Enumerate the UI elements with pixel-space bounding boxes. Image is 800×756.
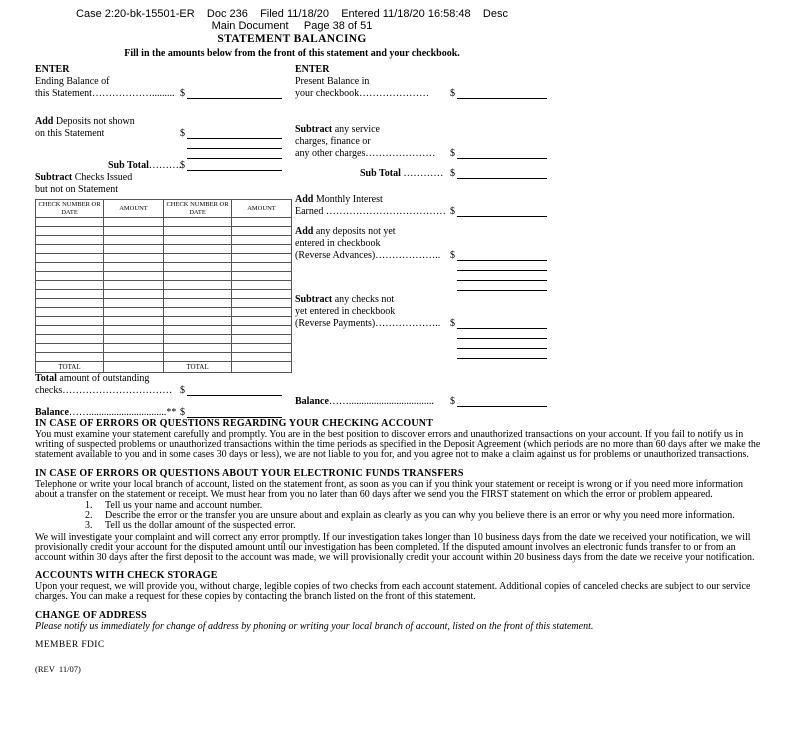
dollar-sign: $ bbox=[450, 396, 455, 407]
check-table-cell bbox=[36, 317, 104, 326]
left-subtotal-line bbox=[35, 160, 297, 172]
blank-amount-line bbox=[457, 148, 547, 159]
check-table-cell bbox=[104, 299, 164, 308]
check-table-cell bbox=[232, 353, 292, 362]
add-deposits-label-1: Add Deposits not shown bbox=[35, 116, 135, 127]
right-column bbox=[295, 64, 567, 408]
ending-balance-line bbox=[35, 88, 297, 100]
section-eft-errors bbox=[35, 468, 765, 564]
blank-amount-line bbox=[457, 350, 547, 359]
check-table-cell bbox=[36, 254, 104, 263]
section-body: We will investigate your complaint and will correct any error promptly. If our investigation takes longer than 10 business days from the date we received your notification, we will provisionally credit your account for the disputed amount until our investigation has been completed. If the disputed amount involves an electronic funds transfer to or from an account within 30 days after the first deposit to the account was made, we will provisionally credit your account within 20 business days from the date we receive your notification. bbox=[35, 531, 755, 564]
dollar-sign: $ bbox=[180, 385, 185, 396]
check-table-cell bbox=[232, 245, 292, 254]
check-table-cell bbox=[36, 227, 104, 236]
section-heading: CHANGE OF ADDRESS bbox=[35, 609, 147, 621]
check-table-header: CHECK NUMBER OR DATE bbox=[164, 200, 232, 218]
deposit-extra-blank-line bbox=[35, 140, 297, 150]
blank-amount-line bbox=[187, 407, 282, 418]
check-table-row bbox=[36, 335, 292, 344]
outstanding-checks-table bbox=[35, 199, 292, 373]
check-table-row bbox=[36, 299, 292, 308]
left-subtotal-amount-field bbox=[180, 160, 282, 172]
section-heading: IN CASE OF ERRORS OR QUESTIONS ABOUT YOUR ELECTRONIC FUNDS TRANSFERS bbox=[35, 467, 464, 479]
section-change-of-address bbox=[35, 610, 765, 632]
check-table-row bbox=[36, 245, 292, 254]
blank-amount-line bbox=[187, 150, 282, 159]
left-subtotal-label: Sub Total………. bbox=[108, 160, 182, 171]
check-table-cell bbox=[232, 308, 292, 317]
check-table-row bbox=[36, 344, 292, 353]
dollar-sign: $ bbox=[450, 148, 455, 159]
blank-amount-line bbox=[187, 128, 282, 139]
blank-amount-line bbox=[457, 282, 547, 291]
check-table-cell bbox=[36, 290, 104, 299]
list-item: 2. Describe the error or the transfer you are unsure about and explain as clearly as you can why you believe there is an error or why you need more information. bbox=[85, 510, 735, 522]
blank-amount-line bbox=[457, 330, 547, 339]
subtract-unentered-checks-label-2: yet entered in checkbook bbox=[295, 306, 396, 317]
check-table-cell bbox=[104, 218, 164, 227]
check-table-cell bbox=[232, 344, 292, 353]
blank-amount-line bbox=[457, 88, 547, 99]
check-table-row bbox=[36, 254, 292, 263]
dollar-sign: $ bbox=[450, 168, 455, 179]
reverse-payments-line bbox=[295, 318, 567, 330]
check-table-cell bbox=[232, 218, 292, 227]
subtract-unentered-checks-label-1: Subtract any checks not bbox=[295, 294, 395, 305]
reverse-advances-line bbox=[295, 250, 567, 262]
dollar-sign: $ bbox=[450, 250, 455, 261]
advances-extra-blank-line bbox=[295, 272, 567, 282]
advances-extra-blank-line bbox=[295, 282, 567, 292]
check-table-header: AMOUNT bbox=[104, 200, 164, 218]
check-table-cell bbox=[104, 272, 164, 281]
present-balance-line bbox=[295, 88, 567, 100]
deposit-extra-blank-line bbox=[35, 150, 297, 160]
left-column bbox=[35, 64, 297, 419]
right-balance-amount-field bbox=[450, 396, 547, 408]
check-table-cell bbox=[104, 245, 164, 254]
section-heading: IN CASE OF ERRORS OR QUESTIONS REGARDING YOUR CHECKING ACCOUNT bbox=[35, 418, 434, 429]
dollar-sign: $ bbox=[450, 206, 455, 217]
total-amount-cell bbox=[104, 362, 164, 373]
subtract-charges-line bbox=[295, 148, 567, 160]
interest-amount-field bbox=[450, 206, 547, 218]
page-title: STATEMENT BALANCING bbox=[217, 33, 367, 45]
left-balance-label: Balance……...............................** bbox=[35, 407, 177, 418]
ending-balance-label-1: Ending Balance of bbox=[35, 76, 110, 87]
case-stamp-line-2: Main Document Page 38 of 51 bbox=[211, 20, 373, 32]
check-table-cell bbox=[104, 227, 164, 236]
check-table-cell bbox=[232, 236, 292, 245]
blank-amount-line bbox=[457, 396, 547, 407]
check-table-cell bbox=[164, 335, 232, 344]
subtract-checks-label-1: Subtract Checks Issued bbox=[35, 172, 133, 183]
check-table-row bbox=[36, 218, 292, 227]
case-stamp-line-1: Case 2:20-bk-15501-ER Doc 236 Filed 11/18/20 Entered 11/18/20 16:58:48 Desc bbox=[76, 8, 508, 20]
check-table-cell bbox=[104, 317, 164, 326]
subtract-charges-label-3: any other charges………………… bbox=[295, 148, 436, 159]
payments-extra-blank-line bbox=[295, 330, 567, 340]
blank-amount-line bbox=[457, 250, 547, 261]
monthly-interest-line bbox=[295, 206, 567, 218]
subtract-checks-label-2: but not on Statement bbox=[35, 184, 119, 195]
blank-amount-line bbox=[457, 340, 547, 349]
check-table-cell bbox=[232, 299, 292, 308]
section-body: Telephone or write your local branch of account, listed on the statement front, as soon as you can if you think your statement or receipt is wrong or if you need more information about a transfer on the statement or receipt. We must hear from you no later than 60 days after we send you the FIRST statement on which the error or problem appeared. bbox=[35, 478, 743, 500]
section-check-storage bbox=[35, 570, 765, 602]
dollar-sign: $ bbox=[180, 160, 185, 171]
left-enter-label: ENTER bbox=[35, 64, 70, 75]
section-checking-errors bbox=[35, 418, 765, 461]
check-table-empty-rows bbox=[36, 218, 292, 362]
check-table-cell bbox=[36, 335, 104, 344]
blank-amount-line bbox=[457, 318, 547, 329]
total-amount-cell bbox=[232, 362, 292, 373]
check-table-cell bbox=[164, 299, 232, 308]
check-table-cell bbox=[104, 263, 164, 272]
check-table-cell bbox=[36, 353, 104, 362]
check-table-row bbox=[36, 272, 292, 281]
check-table-header: AMOUNT bbox=[232, 200, 292, 218]
add-unentered-deposits-label-2: entered in checkbook bbox=[295, 238, 381, 249]
add-deposits-label-2: on this Statement bbox=[35, 128, 105, 139]
check-table-cell bbox=[164, 218, 232, 227]
check-table-cell bbox=[164, 326, 232, 335]
dollar-sign: $ bbox=[180, 407, 185, 418]
check-table-cell bbox=[232, 290, 292, 299]
check-table-cell bbox=[232, 263, 292, 272]
check-table-cell bbox=[36, 218, 104, 227]
check-table-header: CHECK NUMBER OR DATE bbox=[36, 200, 104, 218]
eft-instructions-list bbox=[35, 501, 765, 532]
check-table-cell bbox=[104, 335, 164, 344]
check-table-cell bbox=[36, 281, 104, 290]
check-table-cell bbox=[104, 326, 164, 335]
reverse-payments-label: (Reverse Payments)……………….. bbox=[295, 318, 441, 329]
check-table-cell bbox=[36, 245, 104, 254]
present-balance-label-1: Present Balance in bbox=[295, 76, 370, 87]
add-deposits-line bbox=[35, 128, 297, 140]
right-subtotal-amount-field bbox=[450, 168, 547, 180]
check-table-cell bbox=[36, 272, 104, 281]
check-table-cell bbox=[232, 317, 292, 326]
ending-balance-label-2: this Statement………………......... bbox=[35, 88, 175, 99]
check-table-cell bbox=[164, 353, 232, 362]
check-table-cell bbox=[36, 263, 104, 272]
right-subtotal-label: Sub Total ………… bbox=[360, 168, 444, 179]
charges-amount-field bbox=[450, 148, 547, 160]
right-balance-line bbox=[295, 396, 567, 408]
dollar-sign: $ bbox=[180, 128, 185, 139]
check-table-header-row bbox=[36, 200, 292, 218]
blank-amount-line bbox=[187, 140, 282, 149]
payments-extra-blank-line bbox=[295, 350, 567, 360]
check-table-cell bbox=[36, 299, 104, 308]
dollar-sign: $ bbox=[180, 88, 185, 99]
blank-amount-line bbox=[187, 385, 282, 396]
total-label: TOTAL bbox=[164, 362, 232, 373]
check-table-cell bbox=[232, 272, 292, 281]
list-item: 3. Tell us the dollar amount of the suspected error. bbox=[85, 520, 296, 532]
monthly-interest-label-2: Earned ……………………………… bbox=[295, 206, 446, 217]
check-table-row bbox=[36, 290, 292, 299]
check-table-cell bbox=[104, 236, 164, 245]
check-table-cell bbox=[104, 308, 164, 317]
blank-amount-line bbox=[457, 262, 547, 271]
outstanding-total-amount-field bbox=[180, 385, 282, 397]
check-table-cell bbox=[164, 272, 232, 281]
advances-extra-blank-line bbox=[295, 262, 567, 272]
check-table-cell bbox=[232, 254, 292, 263]
check-table-cell bbox=[164, 290, 232, 299]
check-table-total-row bbox=[36, 362, 292, 373]
present-balance-amount-field bbox=[450, 88, 547, 100]
check-table-row bbox=[36, 353, 292, 362]
dollar-sign: $ bbox=[450, 88, 455, 99]
check-table-cell bbox=[232, 281, 292, 290]
section-body: You must examine your statement carefully and promptly. You are in the best position to discover errors and unauthorized transactions on your account. If you fail to notify us in writing of suspected problems or unauthorized transactions within the time periods as specified in the Deposit Agreement (which periods are no more than 60 days after we make the statement available to you and in some cases 30 days or less), we are not liable to you for, and you agree not to make a claim against us for problems or unauthorized transactions. bbox=[35, 429, 761, 461]
check-table-cell bbox=[164, 317, 232, 326]
header-block bbox=[32, 8, 552, 60]
check-table-row bbox=[36, 317, 292, 326]
check-table-cell bbox=[104, 254, 164, 263]
check-table-cell bbox=[164, 308, 232, 317]
outstanding-total-line bbox=[35, 385, 297, 397]
disclosures-block bbox=[35, 418, 765, 674]
check-table-row bbox=[36, 227, 292, 236]
check-table-cell bbox=[164, 227, 232, 236]
check-table-row bbox=[36, 308, 292, 317]
check-table-cell bbox=[164, 344, 232, 353]
section-body: Upon your request, we will provide you, without charge, legible copies of two checks from each account statement. Additional copies of canceled checks are subject to our service charges. You can make a request for these copies by contacting the branch listed on the front of this statement. bbox=[35, 581, 751, 603]
total-label: TOTAL bbox=[36, 362, 104, 373]
ending-balance-amount-field bbox=[180, 88, 282, 100]
monthly-interest-label-1: Add Monthly Interest bbox=[295, 194, 383, 205]
section-body: Please notify us immediately for change of address by phoning or writing your local branch of account, listed on the front of this statement. bbox=[35, 620, 594, 632]
payments-extra-blank-line bbox=[295, 340, 567, 350]
check-table-row bbox=[36, 281, 292, 290]
section-heading: ACCOUNTS WITH CHECK STORAGE bbox=[35, 570, 218, 582]
subtract-charges-label-2: charges, finance or bbox=[295, 136, 371, 147]
check-table-cell bbox=[232, 326, 292, 335]
check-table-cell bbox=[232, 227, 292, 236]
list-item: 1. Tell us your name and account number. bbox=[85, 500, 263, 512]
outstanding-total-label-1: Total amount of outstanding bbox=[35, 373, 150, 384]
check-table-cell bbox=[164, 236, 232, 245]
right-subtotal-line bbox=[295, 168, 567, 180]
check-table-cell bbox=[164, 263, 232, 272]
check-table-cell bbox=[36, 344, 104, 353]
check-table-cell bbox=[104, 290, 164, 299]
check-table-cell bbox=[36, 236, 104, 245]
blank-amount-line bbox=[457, 206, 547, 217]
outstanding-total-label-2: checks…………………………… bbox=[35, 385, 173, 396]
member-fdic-label: MEMBER FDIC bbox=[35, 639, 105, 650]
check-table-row bbox=[36, 236, 292, 245]
check-table-row bbox=[36, 263, 292, 272]
deposits-amount-field bbox=[180, 128, 282, 140]
check-table-cell bbox=[232, 335, 292, 344]
check-table-cell bbox=[164, 245, 232, 254]
blank-amount-line bbox=[187, 88, 282, 99]
dollar-sign: $ bbox=[450, 318, 455, 329]
right-enter-label: ENTER bbox=[295, 64, 330, 75]
blank-amount-line bbox=[187, 160, 282, 171]
check-table-cell bbox=[36, 326, 104, 335]
blank-amount-line bbox=[457, 272, 547, 281]
check-table-cell bbox=[104, 344, 164, 353]
present-balance-label-2: your checkbook………………… bbox=[295, 88, 430, 99]
revision-label: (REV 11/07) bbox=[35, 663, 81, 674]
reverse-advances-amount-field bbox=[450, 250, 547, 262]
blank-amount-line bbox=[457, 168, 547, 179]
subtract-charges-label-1: Subtract any service bbox=[295, 124, 380, 135]
add-unentered-deposits-label-1: Add any deposits not yet bbox=[295, 226, 396, 237]
check-table-cell bbox=[36, 308, 104, 317]
right-balance-label: Balance…….................................. bbox=[295, 396, 434, 407]
check-table-cell bbox=[104, 353, 164, 362]
page-subtitle: Fill in the amounts below from the front of this statement and your checkbook. bbox=[124, 48, 460, 59]
reverse-payments-amount-field bbox=[450, 318, 547, 330]
check-table-row bbox=[36, 326, 292, 335]
check-table-cell bbox=[104, 281, 164, 290]
check-table-cell bbox=[164, 281, 232, 290]
reverse-advances-label: (Reverse Advances)……………….. bbox=[295, 250, 441, 261]
check-table-cell bbox=[164, 254, 232, 263]
